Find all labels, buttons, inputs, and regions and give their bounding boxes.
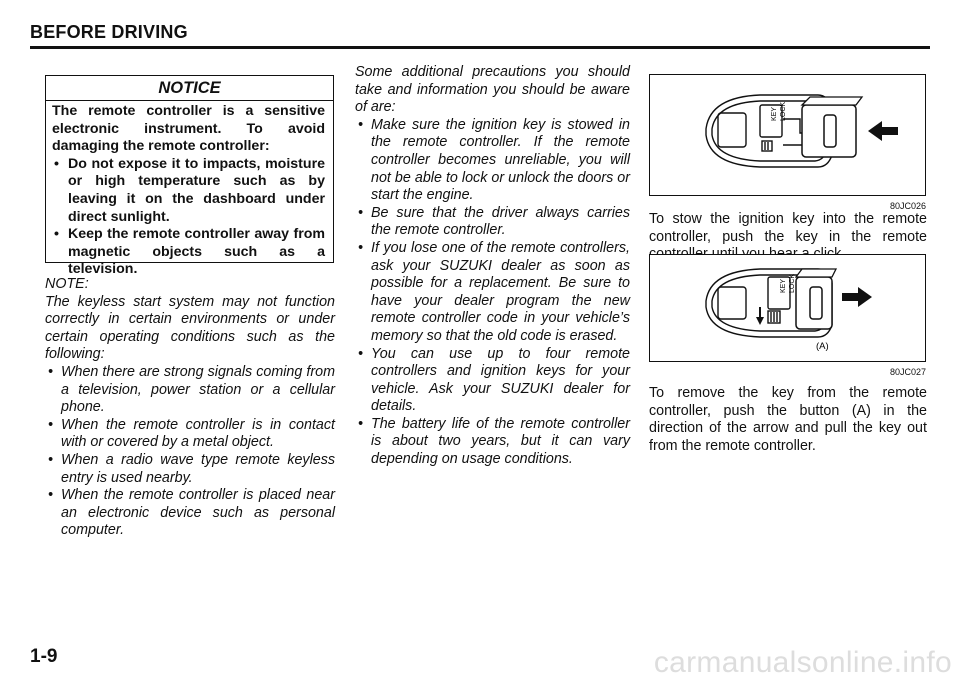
notice-box: [45, 75, 334, 278]
note-label: NOTE:: [45, 276, 89, 292]
notice-item: • Keep the remote controller away from magnetic objects such as a television.: [52, 226, 325, 279]
precautions-list: [355, 117, 630, 469]
button-press-arrow: [756, 307, 764, 325]
note-item: • When the remote controller is placed near an electronic device such as personal computer.: [45, 487, 335, 540]
note-item: • When the remote controller is in contact with or covered by a metal object.: [45, 417, 335, 452]
caption-stow-key: To stow the ignition key into the remote controller, push the key in the remote: [649, 211, 927, 245]
figure-code: 80JC027: [889, 367, 926, 377]
figure-remove-key: [649, 254, 926, 362]
notice-list: [52, 156, 325, 279]
figure-stow-key: [649, 74, 926, 196]
precaution-item: • Be sure that the driver always carries the remote controller.: [355, 205, 630, 240]
notice-intro: The remote controller is a sensitive electronic instrument. To avoid damaging the remote controller:: [52, 103, 325, 155]
lock-label: LOCK: [780, 101, 787, 121]
note-item: • When a radio wave type remote keyless entry is used nearby.: [45, 452, 335, 487]
remote-controller-illustration: [650, 255, 925, 361]
figure-code: 80JC026: [889, 201, 926, 211]
note-block: [45, 276, 335, 540]
button-a-label: (A): [816, 341, 829, 352]
arrow-right-icon: [842, 287, 872, 307]
note-list: [45, 364, 335, 540]
precaution-item: • If you lose one of the remote controllers, ask your SUZUKI dealer as soon as possible for a replacement. Be sure to have your dealer program the new remote controller code in your vehicle’s memory so that the old code is erased.: [355, 240, 630, 346]
header-rule: [30, 46, 930, 49]
precautions-block: [355, 64, 630, 469]
note-item: • When there are strong signals coming from a television, power station or a cellular phone.: [45, 364, 335, 417]
precaution-item: • Make sure the ignition key is stowed in the remote controller. If the remote controller becomes unreliable, you will not be able to lock or unlock the doors or start the engine.: [355, 117, 630, 205]
precaution-item: • The battery life of the remote controller is about two years, but it can vary depending on usage conditions.: [355, 416, 630, 469]
precautions-intro: Some additional precautions you should take and information you should be aware of are:: [355, 64, 630, 116]
lock-label: LOCK: [789, 273, 796, 293]
remote-controller-illustration: [650, 75, 925, 195]
section-title: BEFORE DRIVING: [30, 22, 188, 42]
notice-body: [46, 101, 333, 279]
arrow-left-icon: [868, 121, 898, 141]
note-intro: The keyless start system may not function correctly in certain environments or under certain operating conditions such as the following:: [45, 293, 335, 363]
page-number: 1-9: [30, 646, 58, 667]
watermark: carmanualsonline.info: [653, 646, 952, 679]
key-label: KEY: [771, 106, 778, 121]
caption-remove-key: To remove the key from the remote controller, push the button (A) in the direction of the arrow and pull the key out from the remote controller.: [649, 385, 927, 454]
key-label: KEY: [780, 278, 787, 293]
notice-title: NOTICE: [46, 76, 333, 101]
notice-item: • Do not expose it to impacts, moisture or high temperature such as by leaving it on the dashboard under direct sunlight.: [52, 156, 325, 226]
precaution-item: • You can use up to four remote controllers and ignition keys for your vehicle. Ask your SUZUKI dealer for details.: [355, 346, 630, 416]
